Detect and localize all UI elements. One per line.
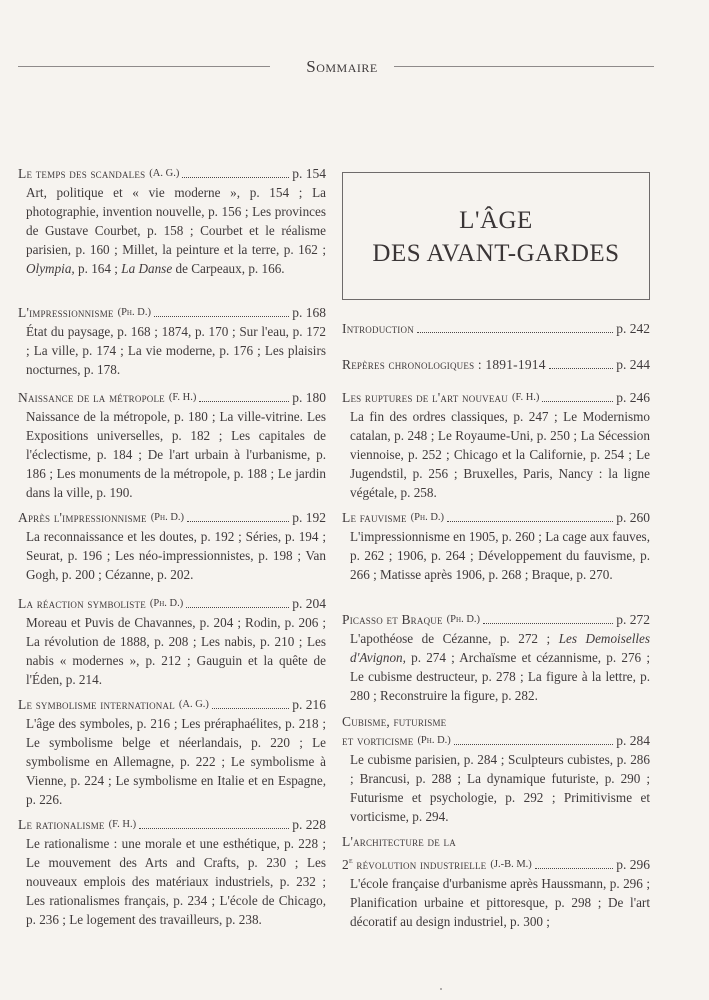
toc-entry-title-text: révolution industrielle: [352, 857, 487, 872]
toc-entry-head: [18, 594, 326, 613]
toc-entry-head: [342, 319, 650, 338]
dot-leader: [182, 177, 289, 178]
toc-entry-title: Le temps des scandales: [18, 166, 146, 181]
toc-entry-subsections: Le rationalisme : une morale et une esthétique, p. 228 ; Le mouvement des Arts and Crafts, p. 230 ; Les nouveaux emplois des matériaux industriels, p. 232 ; Les rationalismes français, p. 234 ; L'école de Chicago, p. 236 ; Le logement des travailleurs, p. 238.: [26, 836, 326, 927]
section-title-box: [342, 172, 650, 300]
dot-leader: [186, 607, 289, 608]
toc-entry-author: (Ph. D.): [417, 735, 451, 746]
toc-entry: [342, 319, 650, 338]
dot-leader: [535, 868, 613, 869]
dot-leader: [139, 828, 289, 829]
toc-entry-subsections: La reconnaissance et les doutes, p. 192 ; Séries, p. 194 ; Seurat, p. 196 ; Les néo-impressionnistes, p. 198 ; Van Gogh, p. 200 ; Cézanne, p. 202.: [26, 529, 326, 582]
toc-entry-author: (Ph. D.): [446, 614, 481, 625]
toc-entry-title: et vorticisme: [342, 733, 414, 748]
subsections-text: p. 274 ; Archaïsme et cézannisme, p. 276 ; Le cubisme destructeur, p. 278 ; La figure à la lettre, p. 280 ; Reconstruire la figure, p. 282.: [350, 650, 650, 703]
toc-entry-title: Le rationalisme: [18, 817, 105, 832]
dot-leader: [154, 316, 289, 317]
toc-entry-author: (A. G.): [178, 699, 209, 710]
toc-entry: [342, 712, 650, 826]
subsections-text: de Carpeaux, p. 166.: [172, 261, 285, 276]
toc-entry-page: p. 242: [616, 321, 650, 336]
section-title-line-1: L'ÂGE: [459, 207, 533, 234]
dot-leader: [447, 521, 613, 522]
subsections-text: L'apothéose de Cézanne, p. 272 ;: [350, 631, 559, 646]
toc-entry-page: p. 216: [292, 697, 326, 712]
toc-entry-title: Cubisme, futurisme: [342, 714, 447, 729]
toc-entry-head: [342, 851, 650, 874]
toc-entry: [342, 355, 650, 374]
toc-entry-author: (F. H.): [168, 392, 197, 403]
toc-entry-subsections: L'école française d'urbanisme après Haussmann, p. 296 ; Planification urbaine et pittoresque, p. 298 ; De l'art décoratif au design industriel, p. 300 ;: [350, 876, 650, 929]
toc-entry-head: [18, 508, 326, 527]
toc-entry-title: Introduction: [342, 321, 414, 336]
dot-leader: [483, 623, 613, 624]
toc-entry-head: [342, 388, 650, 407]
toc-entry-title: L'architecture de la: [342, 834, 456, 849]
toc-entry: [18, 815, 326, 929]
toc-entry-author: (Ph. D.): [410, 512, 445, 523]
toc-entry-author: (F. H.): [108, 819, 137, 830]
toc-entry-page: p. 180: [292, 390, 326, 405]
toc-entry-head: [342, 508, 650, 527]
toc-entry-subsections: [342, 629, 650, 705]
toc-entry-title: [342, 851, 486, 874]
toc-entry: [342, 832, 650, 931]
toc-entry: [342, 610, 650, 705]
subsections-italic: Olympia,: [26, 261, 75, 276]
header-rule-left: [18, 66, 270, 67]
section-title-line-2: DES AVANT-GARDES: [372, 240, 620, 267]
toc-entry: [18, 695, 326, 809]
toc-entry: [18, 303, 326, 379]
toc-entry-head: [342, 355, 650, 374]
toc-entry-subsections: Le cubisme parisien, p. 284 ; Sculpteurs cubistes, p. 286 ; Brancusi, p. 288 ; La dynamique futuriste, p. 290 ; Futurisme et psychologie, p. 292 ; Primitivisme et vorticisme, p. 294.: [350, 752, 650, 824]
toc-entry-author: (Ph. D.): [150, 512, 185, 523]
toc-entry-subsections: [18, 183, 326, 278]
toc-entry-head: [18, 695, 326, 714]
subsections-italic: La Danse: [121, 261, 173, 276]
toc-entry-subsections: Naissance de la métropole, p. 180 ; La ville-vitrine. Les Expositions universelles, p. 182 ; Les capitales de l'éclectisme, p. 184 ; De l'art urbain à l'urbanisme, p. 186 ; Les monuments de la métropole, p. 188 ; Le jardin dans la ville, p. 190.: [26, 409, 326, 500]
toc-entry-page: p. 260: [616, 510, 650, 525]
toc-entry-author: (Ph. D.): [149, 598, 184, 609]
toc-entry-page: p. 228: [292, 817, 326, 832]
subsections-text: Art, politique et « vie moderne », p. 154 ; La photographie, invention nouvelle, p. 156 ; Les provinces de Gustave Courbet, p. 158 ; Courbet et le réalisme parisien, p. 160 ; Millet, la peinture et la terre, p. 162 ;: [26, 185, 326, 257]
toc-entry-page: p. 154: [292, 166, 326, 181]
toc-entry: [18, 388, 326, 502]
ordinal-number: 2: [342, 857, 349, 872]
dot-leader: [187, 521, 289, 522]
toc-entry-title: Le fauvisme: [342, 510, 407, 525]
toc-entry-page: p. 204: [292, 596, 326, 611]
page-title: Sommaire: [306, 57, 378, 76]
toc-entry-author: (Ph. D.): [117, 307, 151, 318]
print-speck: [440, 988, 442, 990]
dot-leader: [212, 708, 289, 709]
subsections-italic: Les Demoiselles d'Avignon,: [350, 631, 651, 665]
dot-leader: [542, 401, 613, 402]
toc-entry: [18, 164, 326, 278]
toc-entry-title: La réaction symboliste: [18, 596, 146, 611]
toc-entry-page: p. 168: [292, 305, 326, 320]
subsections-text: p. 164 ;: [74, 261, 122, 276]
toc-entry-author: (F. H.): [511, 392, 540, 403]
page-header: [18, 57, 654, 77]
toc-entry-title: Après l'impressionnisme: [18, 510, 147, 525]
toc-entry-subsections: État du paysage, p. 168 ; 1874, p. 170 ; Sur l'eau, p. 172 ; La ville, p. 174 ; La vie moderne, p. 176 ; Les plaisirs nocturnes, p. 178.: [26, 324, 326, 377]
toc-entry-head: [18, 815, 326, 834]
dot-leader: [199, 401, 289, 402]
toc-entry-head: [18, 388, 326, 407]
toc-entry-subsections: L'âge des symboles, p. 216 ; Les préraphaélites, p. 218 ; Le symbolisme belge et néerlandais, p. 220 ; Le symbolisme en Allemagne, p. 222 ; Le symbolisme à Vienne, p. 224 ; Le symbolisme en Italie et en Espagne, p. 226.: [26, 716, 326, 807]
dot-leader: [549, 368, 614, 369]
toc-entry-page: p. 296: [616, 857, 650, 872]
toc-entry-title: L'impressionnisme: [18, 305, 114, 320]
toc-entry-subsections: Moreau et Puvis de Chavannes, p. 204 ; Rodin, p. 206 ; La révolution de 1888, p. 208 ; Les nabis, p. 210 ; Les nabis « modernes », p. 212 ; Gauguin et la quête de l'Éden, p. 214.: [26, 615, 326, 687]
toc-entry-page: p. 284: [616, 733, 650, 748]
dot-leader: [417, 332, 613, 333]
toc-entry: [342, 388, 650, 502]
toc-entry-author: (J.-B. M.): [490, 859, 532, 870]
toc-entry-title: Le symbolisme international: [18, 697, 175, 712]
toc-entry: [18, 594, 326, 689]
toc-entry-author: (A. G.): [149, 168, 180, 179]
toc-entry-title: Repères chronologiques : 1891-1914: [342, 357, 546, 372]
toc-entry-title: Naissance de la métropole: [18, 390, 165, 405]
toc-entry-title: Les ruptures de l'art nouveau: [342, 390, 508, 405]
toc-entry-page: p. 192: [292, 510, 326, 525]
toc-entry-head: [342, 731, 650, 750]
toc-entry-subsections: La fin des ordres classiques, p. 247 ; Le Modernismo catalan, p. 248 ; Le Royaume-Uni, p. 250 ; La Sécession viennoise, p. 252 ; Chicago et la Californie, p. 254 ; Le Jugendstil, p. 256 ; Bruxelles, Paris, Nancy : la ligne végétale, p. 258.: [350, 409, 650, 500]
toc-entry: [18, 508, 326, 584]
toc-entry-head-line1: [342, 712, 650, 731]
dot-leader: [454, 744, 613, 745]
toc-entry-head: [18, 303, 326, 322]
toc-entry-head-line1: [342, 832, 650, 851]
toc-entry-page: p. 246: [616, 390, 650, 405]
toc-entry-page: p. 244: [616, 357, 650, 372]
toc-entry: [342, 508, 650, 584]
toc-entry-title: Picasso et Braque: [342, 612, 443, 627]
ordinal-superscript: e: [348, 855, 353, 865]
toc-entry-head: [342, 610, 650, 629]
toc-entry-page: p. 272: [616, 612, 650, 627]
toc-entry-head: [18, 164, 326, 183]
header-rule-right: [394, 66, 654, 67]
toc-entry-subsections: L'impressionnisme en 1905, p. 260 ; La cage aux fauves, p. 262 ; 1906, p. 264 ; Développement du fauvisme, p. 266 ; Matisse après 1906, p. 268 ; Braque, p. 270.: [350, 529, 650, 582]
